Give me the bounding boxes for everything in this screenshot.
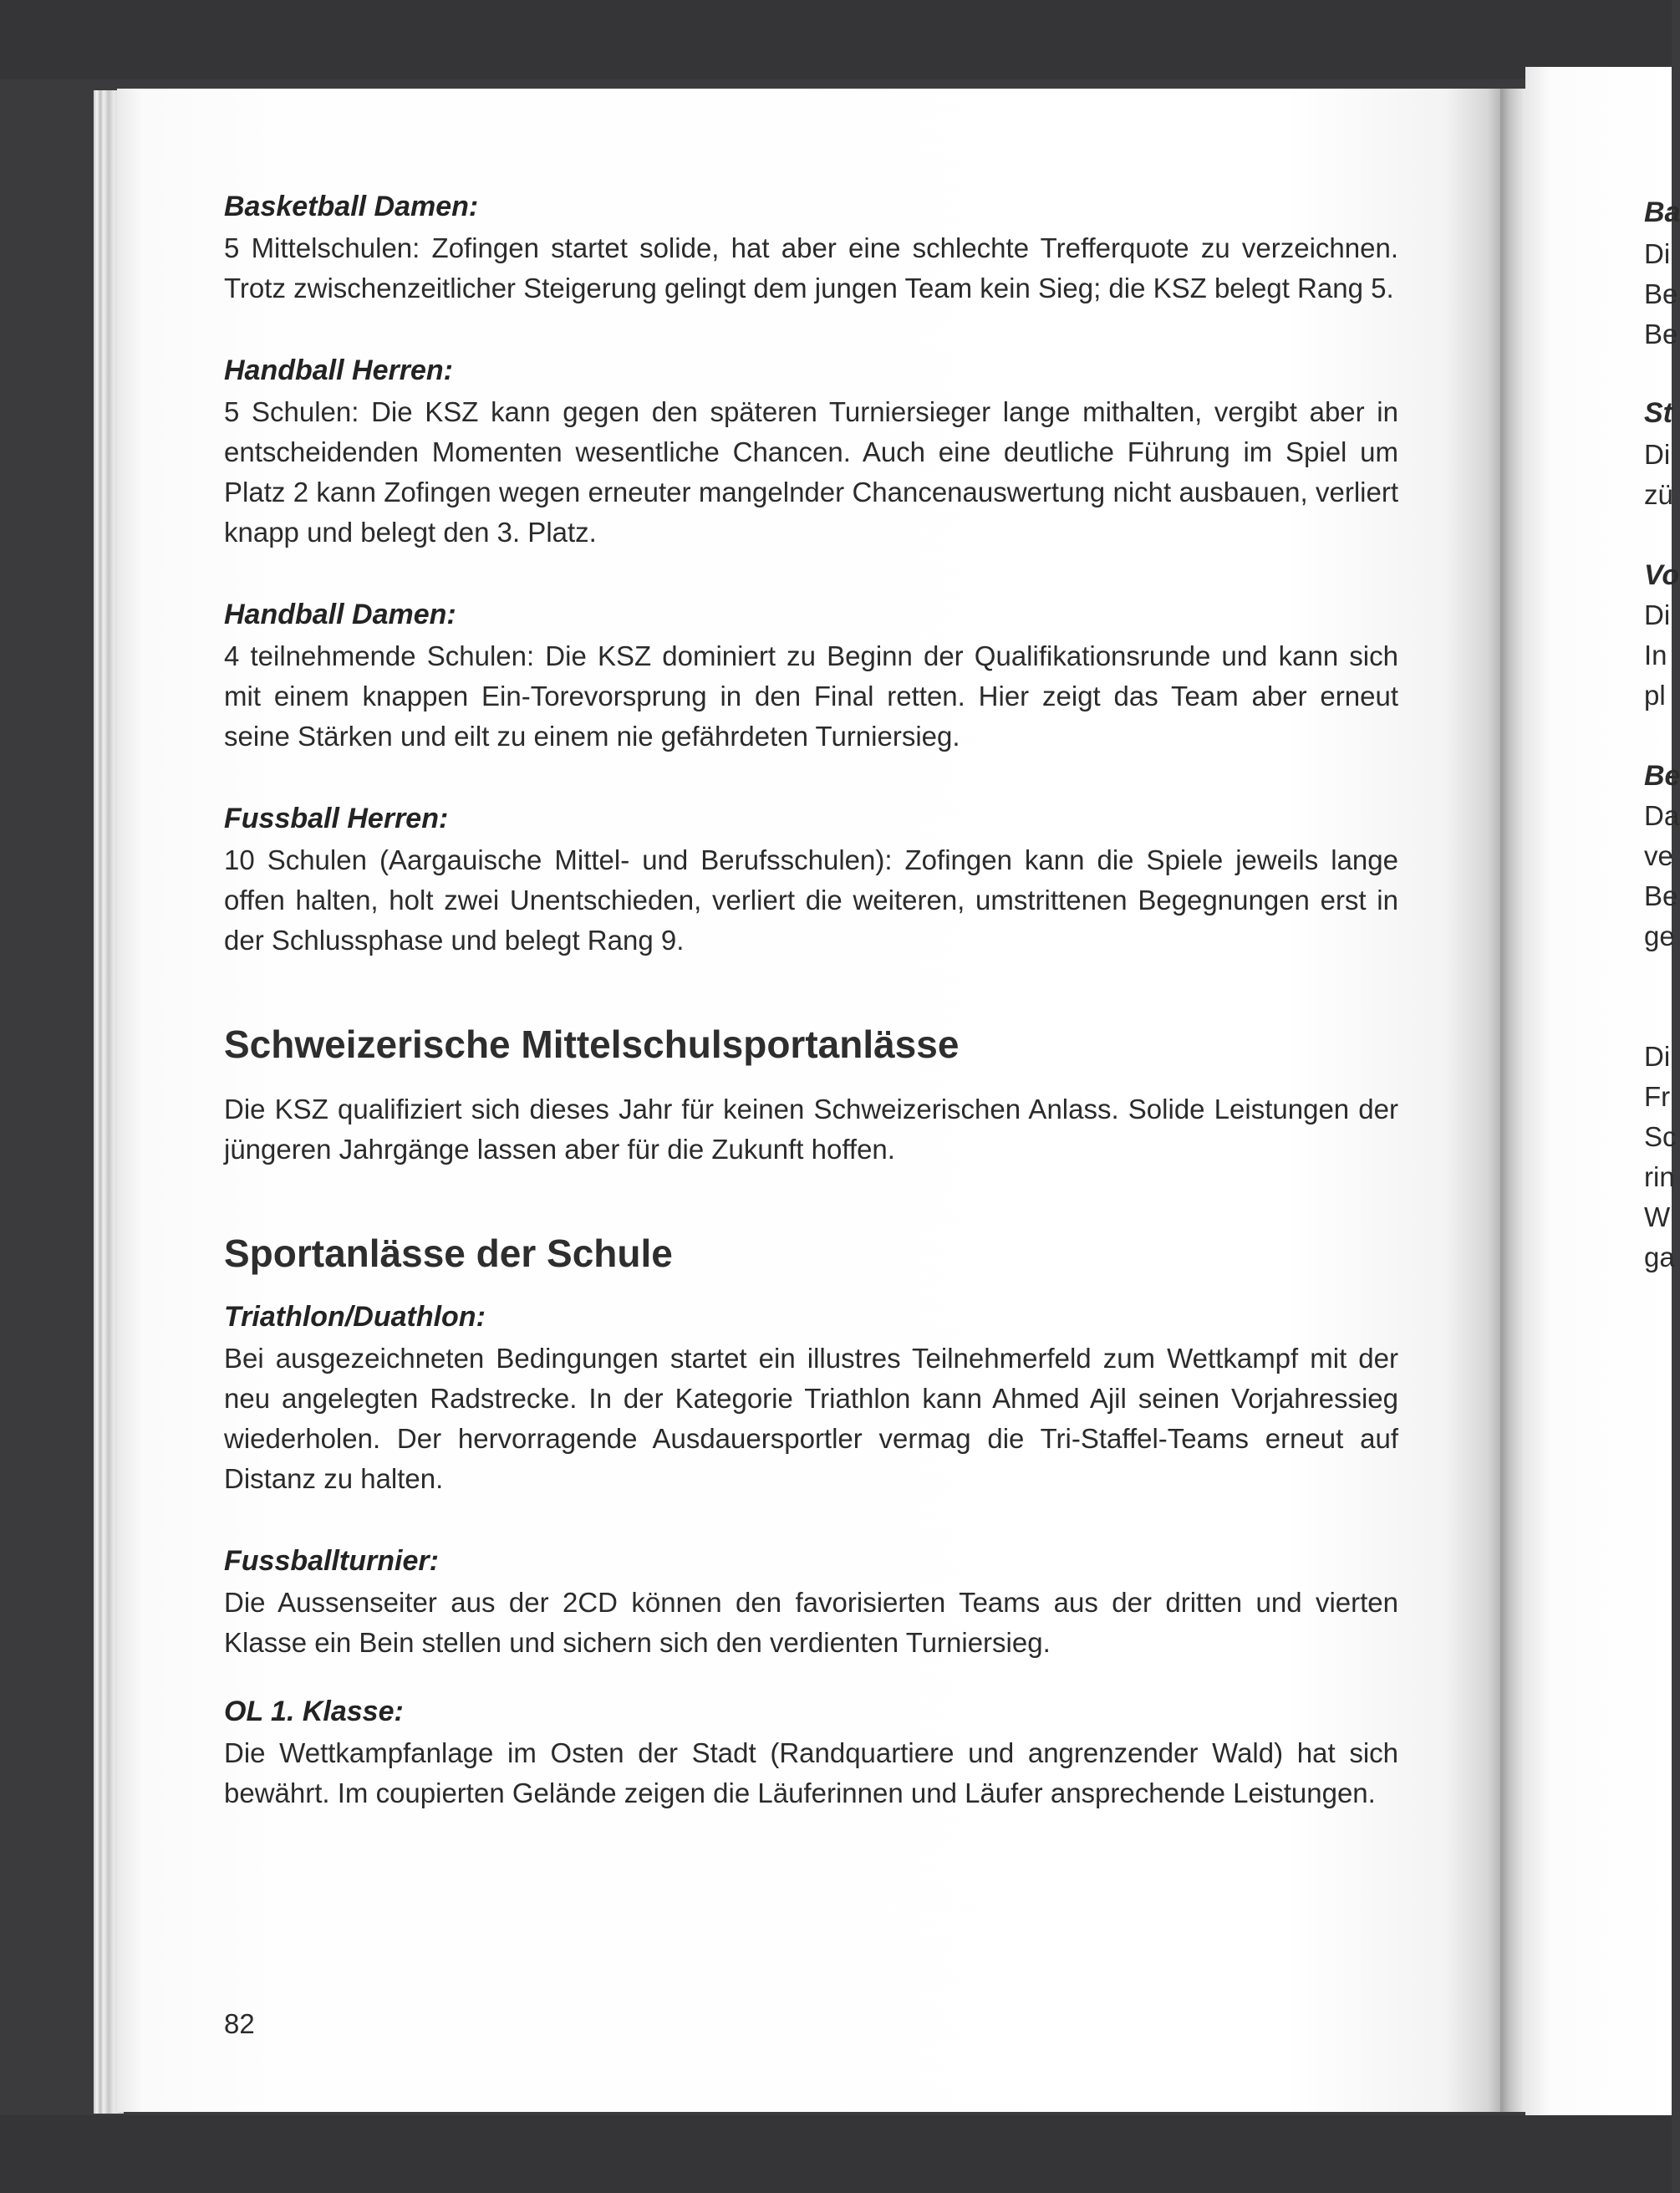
section-heading: Sportanlässe der Schule [224, 1232, 673, 1275]
right-page-fragment: W [1644, 1201, 1671, 1232]
section-text: 5 Mittelschulen: Zofingen startet solide, hat aber eine schlechte Trefferquote zu verzeichnen. Trotz zwischenzeitlicher Steigerung gelingt dem jungen Team kein Sieg; die KSZ belegt Rang 5. [224, 232, 1398, 303]
right-page-fragment: Be [1644, 760, 1680, 792]
right-page-fragment: pl [1644, 680, 1666, 711]
right-page-fragment: Di [1644, 599, 1671, 630]
right-page-fragment: In [1644, 640, 1667, 671]
right-page-fragment: ve [1644, 840, 1673, 871]
section-text: Bei ausgezeichneten Bedingungen startet ein illustres Teilnehmerfeld zum Wettkampf mit der neu angelegten Radstrecke. In der Kategorie Triathlon kann Ahmed Ajil seinen Vorjahressieg wiederholen. Der hervorragende Ausdauersportler vermag die Tri-Staffel-Teams erneut auf Distanz zu halten. [224, 1343, 1398, 1494]
right-page-fragment: Da [1644, 800, 1680, 831]
section-text: 10 Schulen (Aargauische Mittel- und Berufsschulen): Zofingen kann die Spiele jeweils lange offen halten, holt zwei Unentschieden, verliert die weiteren, umstrittenen Begegnungen erst in der Schlussphase und belegt Rang 9. [224, 844, 1398, 956]
section-text: 5 Schulen: Die KSZ kann gegen den späteren Turniersieger lange mithalten, vergibt aber in entscheidenden Momenten wesentliche Chancen. Auch eine deutliche Führung im Spiel um Platz 2 kann Zofingen wegen erneuter mangelnder Chancenauswertung nicht ausbauen, verliert knapp und belegt den 3. Platz. [224, 396, 1398, 548]
report-section [224, 188, 1398, 309]
scan-backdrop-bottom [0, 2115, 1672, 2193]
section-subtitle: Fussballturnier: [224, 1545, 439, 1577]
scan-backdrop-top [0, 0, 1672, 79]
right-page-fragment: Be [1644, 880, 1678, 911]
right-page-fragment: Be [1644, 319, 1678, 349]
section-heading: Schweizerische Mittelschulsportanlässe [224, 1023, 960, 1066]
section-subtitle: Basketball Damen: [224, 191, 479, 222]
report-section [224, 352, 1398, 553]
book-gutter [1500, 89, 1525, 2112]
right-page-fragment: Di [1644, 238, 1671, 269]
right-page-fragment: Fr [1644, 1081, 1671, 1112]
section-text: 4 teilnehmende Schulen: Die KSZ dominiert zu Beginn der Qualifikationsrunde und kann sich mit einem knappen Ein-Torevorsprung in den Final retten. Hier zeigt das Team aber erneut seine Stärken und eilt zu einem nie gefährdeten Turniersieg. [224, 640, 1398, 752]
section-subtitle: OL 1. Klasse: [224, 1696, 404, 1727]
school-events-block [224, 1230, 1398, 1813]
swiss-events-block [224, 1021, 1398, 1170]
right-page-fragment: rin [1644, 1161, 1675, 1192]
section-text: Die KSZ qualifiziert sich dieses Jahr für keinen Schweizerischen Anlass. Solide Leistungen der jüngeren Jahrgänge lassen aber für die Zukunft hoffen. [224, 1094, 1398, 1165]
right-page-fragment: Sc [1644, 1121, 1677, 1152]
section-subtitle: Triathlon/Duathlon: [224, 1301, 486, 1333]
report-section [224, 1298, 1398, 1499]
right-page-fragment: Be [1644, 278, 1678, 309]
report-section [224, 1543, 1398, 1663]
report-section [224, 596, 1398, 757]
right-page-fragment: Di [1644, 1041, 1671, 1072]
right-page-fragment: Vo [1644, 559, 1680, 591]
left-page-content [224, 188, 1398, 1813]
section-text: Die Wettkampfanlage im Osten der Stadt (Randquartiere und angrenzender Wald) hat sich bewährt. Im coupierten Gelände zeigen die Läuferinnen und Läufer ansprechende Leistungen. [224, 1737, 1398, 1808]
report-section [224, 1693, 1398, 1813]
right-page-fragment: ga [1644, 1242, 1675, 1272]
section-text: Die Aussenseiter aus der 2CD können den favorisierten Teams aus der dritten und vierten Klasse ein Bein stellen und sichern sich den verdienten Turniersieg. [224, 1587, 1398, 1658]
section-subtitle: Handball Herren: [224, 354, 453, 386]
right-page-fragment: St [1644, 397, 1672, 429]
page-number: 82 [224, 2008, 255, 2039]
right-page-fragment: Di [1644, 439, 1671, 470]
right-page-fragment: ge [1644, 921, 1675, 951]
right-page-fragment: Ba [1644, 196, 1680, 228]
report-section [224, 800, 1398, 961]
right-page-fragment: zü [1644, 479, 1673, 510]
section-subtitle: Handball Damen: [224, 599, 456, 630]
section-subtitle: Fussball Herren: [224, 803, 449, 834]
